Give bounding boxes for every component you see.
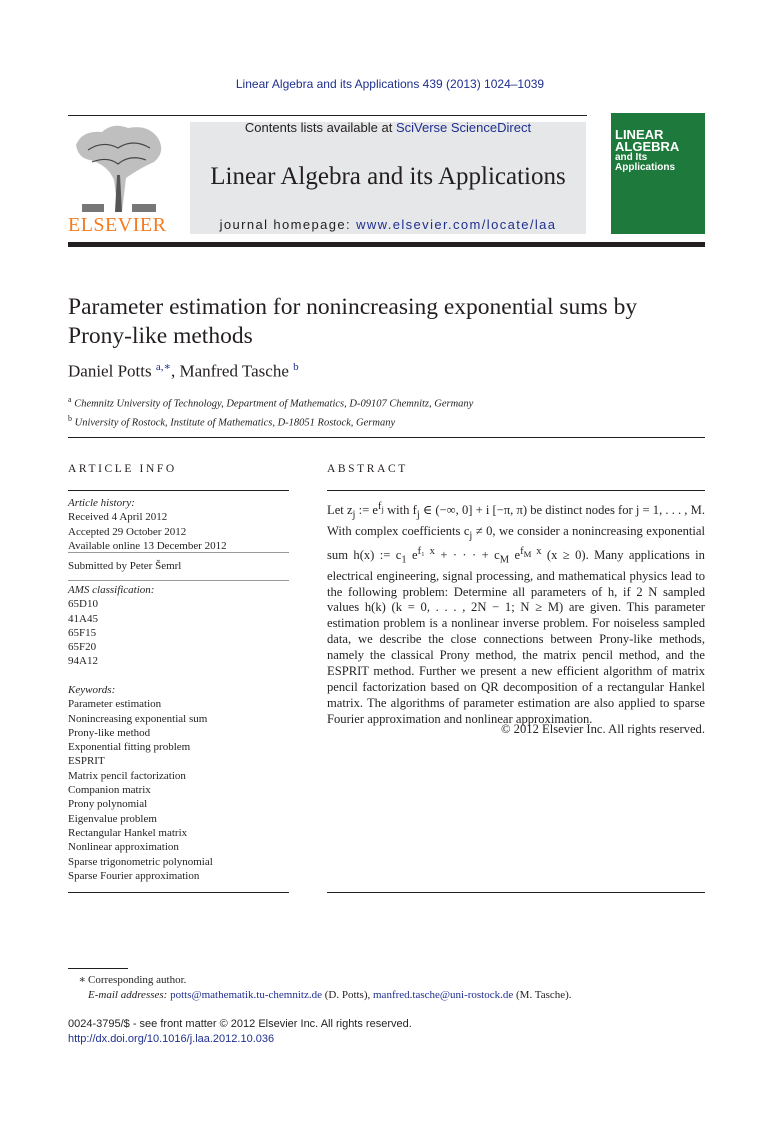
journal-title: Linear Algebra and its Applications [210,163,566,190]
history-rule [68,552,289,553]
keyword-item: Exponential fitting problem [68,741,191,754]
keyword-item: Matrix pencil factorization [68,769,186,782]
author-2: Manfred Tasche [179,361,289,381]
affiliation-rule [68,437,705,438]
email-owner: (D. Potts), [324,989,371,1001]
ams-classification [68,583,154,669]
sciencedirect-link[interactable]: SciVerse ScienceDirect [395,120,532,135]
abstract-fragment: e [406,548,418,563]
abstract-subscript: j [381,504,384,515]
keyword-item: Companion matrix [68,784,151,797]
footnote-mark: ∗ [78,974,86,986]
online-date: Available online 13 December 2012 [68,539,227,552]
affiliation-b-mark: b [68,413,72,423]
front-matter [68,1017,412,1047]
cover-line-4: Applications [615,162,676,173]
paper-title: Parameter estimation for nonincreasing exponential sums by Prony-like methods [68,294,638,349]
article-info-end-rule [68,892,289,893]
ams-code: 65D10 [68,598,98,611]
abstract-subscript: j [469,530,473,542]
keywords [68,683,213,883]
abstract-fragment: (x ≥ 0). Many applications in electrical engineering, signal processing, and mathematical physics lead to the following problem: Determine all parameters of h, if 2 N sampled values h(k) (k = 0, . . . , 2N − 1; N ≥ M) are given. This parameter estimation problem is a nonlinear inverse problem. For noiseless sampled data, we describe the close connections between Prony-like methods, namely the classical Prony method, the matrix pencil method, and the ESPRIT method. Further we present a new efficient algorithm of matrix pencil factorization based on QR decomposition of a rectangular Hankel matrix. The algorithms of parameter estimation are also applied to sparse Fourier approximation and nonlinear approximation. [327,548,705,726]
header-thick-rule [68,242,705,247]
received-date: Received 4 April 2012 [68,511,168,524]
email-label: E-mail addresses: [88,989,168,1001]
abstract-subscript: M [523,549,532,560]
abstract-copyright: © 2012 Elsevier Inc. All rights reserved. [500,722,705,736]
keyword-item: ESPRIT [68,755,105,768]
keyword-item: Nonincreasing exponential sum [68,712,208,725]
affiliation-a-text: Chemnitz University of Technology, Department of Mathematics, D-09107 Chemnitz, Germany [74,398,474,410]
author-2-affiliation-link[interactable]: b [293,361,299,373]
abstract-rule [327,490,705,491]
author-1: Daniel Potts [68,361,152,381]
corresponding-author-text: Corresponding author. [88,974,187,986]
corresponding-author-note [68,973,572,988]
homepage-link[interactable]: www.elsevier.com/locate/laa [356,217,557,232]
affiliation-a-mark: a [68,395,72,404]
abstract-superscript: f [520,546,524,558]
article-history [68,496,227,553]
history-label: Article history: [68,497,135,509]
email-link-potts[interactable]: potts@mathematik.tu-chemnitz.de [170,989,322,1001]
cover-line-3: and Its [615,152,648,163]
affiliations [68,393,473,430]
affiliation-b [68,412,473,431]
submitted-rule [68,580,289,581]
affiliation-a [68,393,473,412]
abstract-subscript: j [416,509,420,521]
submitted-by: Submitted by Peter Šemrl [68,560,182,572]
contents-prefix: Contents lists available at [244,120,396,135]
abstract-subscript: M [499,554,510,566]
keyword-item: Prony-like method [68,726,151,739]
email-link-tasche[interactable]: manfred.tasche@uni-rostock.de [373,989,514,1001]
cover-text [615,129,679,173]
ams-code: 94A12 [68,655,98,668]
keyword-item: Parameter estimation [68,698,162,711]
elsevier-logo[interactable] [68,120,168,235]
keyword-item: Prony polynomial [68,798,148,811]
email-note [68,988,572,1003]
abstract-superscript: f [377,501,382,512]
author-1-affiliation-link[interactable]: a,∗ [155,361,171,373]
abstract-subscript: j [352,509,356,521]
abstract-fragment: ∈ (−∞, 0] + i [−π, π) be distinct nodes for j = 1, . . . , M. With complex coefficients c [327,503,705,538]
doi-link[interactable]: http://dx.doi.org/10.1016/j.laa.2012.10.036 [68,1033,275,1045]
affiliation-b-text: University of Rostock, Institute of Mathematics, D-18051 Rostock, Germany [74,417,396,428]
email-owner: (M. Tasche). [516,989,572,1001]
abstract-fragment: with f [383,503,417,518]
abstract-fragment: e [509,548,521,563]
author-line: Daniel Potts $^{a,∗}$, Manfred Tasche $^b$ [68,361,299,381]
footnotes [68,973,572,1003]
ams-code: 41A45 [68,612,98,625]
keyword-item: Sparse Fourier approximation [68,869,200,882]
elsevier-wordmark: ELSEVIER [68,214,167,236]
keyword-item: Sparse trigonometric polynomial [68,855,213,868]
ams-code: 65F20 [68,641,97,654]
ams-code: 65F15 [68,626,97,639]
keywords-label: Keywords: [68,684,116,696]
abstract-fragment: := e [355,503,378,518]
abstract-superscript: x [531,546,542,558]
keyword-item: Nonlinear approximation [68,841,179,854]
abstract-subscript: 1 [401,554,407,566]
accepted-date: Accepted 29 October 2012 [68,525,187,538]
homepage-prefix: journal homepage: [219,217,357,232]
cover-line-2: ALGEBRA [615,139,680,154]
homepage-line [190,217,586,232]
keyword-item: Rectangular Hankel matrix [68,826,188,839]
article-info-rule [68,490,289,491]
ams-label: AMS classification: [68,584,155,596]
abstract-heading: ABSTRACT [327,463,408,475]
abstract-fragment: + · · · + c [434,548,500,563]
keyword-item: Eigenvalue problem [68,812,157,825]
abstract-fragment: Let z [327,503,353,518]
abstract-text [327,499,705,728]
issn-line: 0024-3795/$ - see front matter © 2012 Elsevier Inc. All rights reserved. [68,1018,412,1030]
journal-cover[interactable] [611,113,705,234]
footnote-rule [68,968,128,969]
abstract-superscript: f₁ x [417,546,435,558]
cover-line-1: LINEAR [615,127,664,142]
journal-reference[interactable]: Linear Algebra and its Applications 439 (2013) 1024–1039 [235,77,545,91]
abstract-fragment: ≠ 0, we consider a nonincreasing exponential sum h(x) := c [327,523,705,563]
article-info-heading: ARTICLE INFO [68,463,177,475]
contents-line [190,120,586,135]
header-rule [68,115,587,116]
abstract-end-rule [327,892,705,893]
